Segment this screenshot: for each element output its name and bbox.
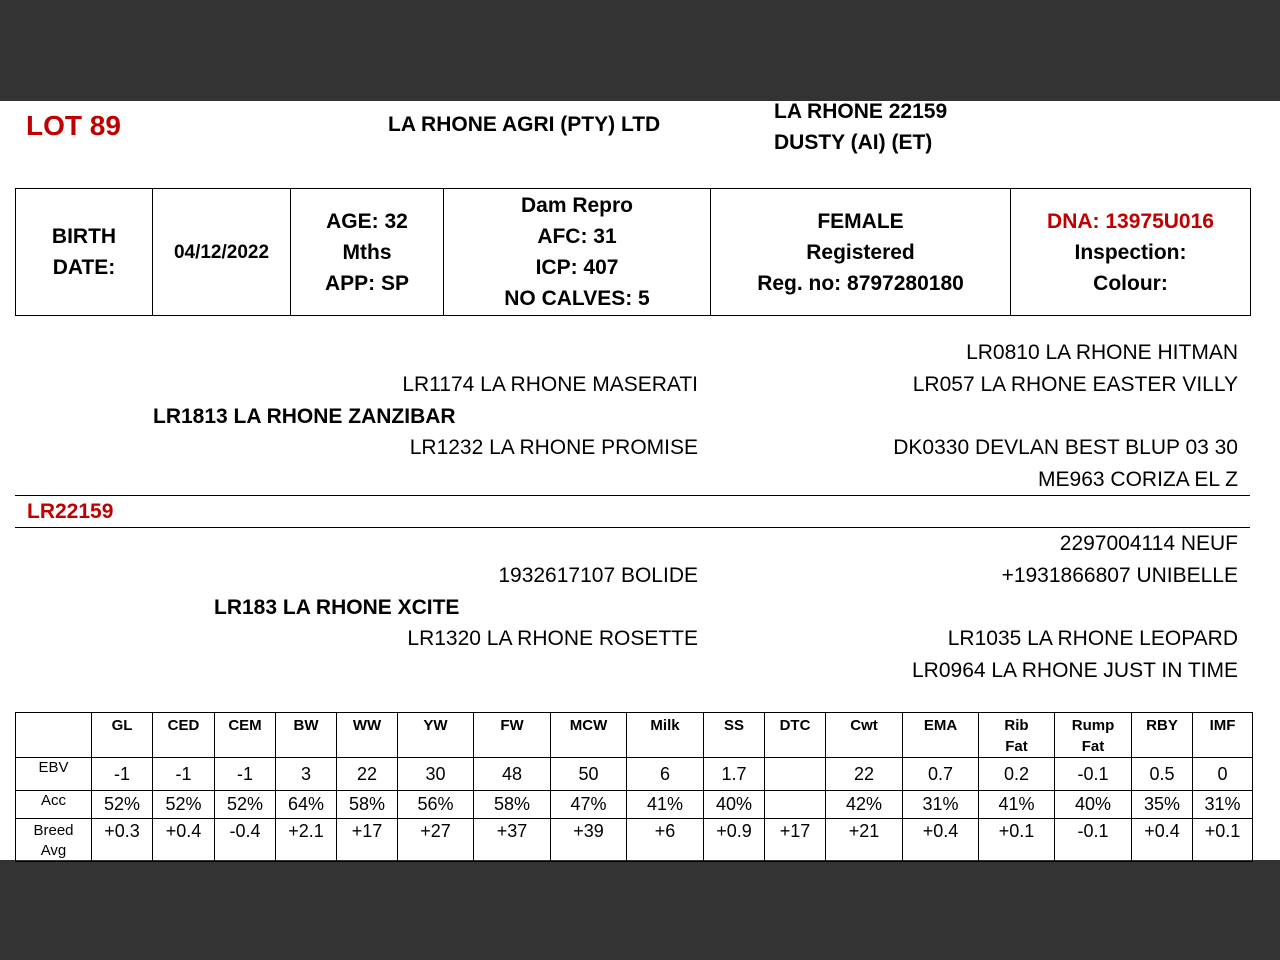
ebv-cell: 58% <box>337 791 398 819</box>
ebv-col-header: CED <box>153 713 215 758</box>
ebv-table <box>15 712 1253 862</box>
ebv-col-header: Cwt <box>826 713 903 758</box>
age-cell: AGE: 32 Mths APP: SP <box>291 189 444 316</box>
ebv-cell: 1.7 <box>704 758 765 791</box>
ebv-cell: 52% <box>92 791 153 819</box>
ebv-row <box>16 791 1253 819</box>
ebv-corner <box>16 713 92 758</box>
ebv-cell: 56% <box>398 791 474 819</box>
ebv-cell: 48 <box>474 758 551 791</box>
animal-name <box>774 96 947 158</box>
pedigree-sire: LR1813 LA RHONE ZANZIBAR <box>153 405 456 428</box>
ebv-col-header: Milk <box>627 713 704 758</box>
pedigree-sd-sire: DK0330 DEVLAN BEST BLUP 03 30 <box>893 436 1238 459</box>
ebv-cell: +0.3 <box>92 819 153 862</box>
ebv-cell: -0.4 <box>215 819 276 862</box>
info-table <box>15 188 1251 316</box>
ebv-cell <box>765 791 826 819</box>
ebv-col-header: EMA <box>903 713 979 758</box>
ebv-cell: +17 <box>765 819 826 862</box>
pedigree-dd-sire: LR1035 LA RHONE LEOPARD <box>947 627 1238 650</box>
ebv-col-header: BW <box>276 713 337 758</box>
dam-repro-cell: Dam Repro AFC: 31 ICP: 407 NO CALVES: 5 <box>444 189 711 316</box>
ebv-cell: 41% <box>979 791 1055 819</box>
pedigree-ds-sire: 2297004114 NEUF <box>1059 532 1238 555</box>
ebv-row <box>16 819 1253 862</box>
ebv-cell <box>765 758 826 791</box>
ebv-cell: -0.1 <box>1055 758 1132 791</box>
animal-id: LR22159 <box>27 500 114 523</box>
seller-name: LA RHONE AGRI (PTY) LTD <box>388 113 661 136</box>
ebv-cell: +6 <box>627 819 704 862</box>
ebv-cell: 0.2 <box>979 758 1055 791</box>
ebv-cell: 50 <box>551 758 627 791</box>
ebv-col-header: CEM <box>215 713 276 758</box>
ebv-cell: +27 <box>398 819 474 862</box>
ebv-cell: 22 <box>337 758 398 791</box>
ebv-cell: 31% <box>1193 791 1253 819</box>
ebv-cell: +21 <box>826 819 903 862</box>
ebv-cell: +0.9 <box>704 819 765 862</box>
ebv-cell: 0 <box>1193 758 1253 791</box>
ebv-cell: -0.1 <box>1055 819 1132 862</box>
ebv-col-header: GL <box>92 713 153 758</box>
ebv-row <box>16 758 1253 791</box>
pedigree-ds-dam: +1931866807 UNIBELLE <box>1001 564 1238 587</box>
pedigree-dam-dam: LR1320 LA RHONE ROSETTE <box>407 627 698 650</box>
ebv-col-header: IMF <box>1193 713 1253 758</box>
ebv-cell: +0.4 <box>903 819 979 862</box>
pedigree-ss-dam: LR057 LA RHONE EASTER VILLY <box>912 373 1238 396</box>
ebv-cell: 22 <box>826 758 903 791</box>
ebv-cell: 52% <box>153 791 215 819</box>
ebv-cell: -1 <box>215 758 276 791</box>
ebv-col-header: RBY <box>1132 713 1193 758</box>
ebv-col-header: SS <box>704 713 765 758</box>
ebv-cell: 30 <box>398 758 474 791</box>
sale-catalogue-sheet <box>0 101 1280 860</box>
pedigree-dam-sire: 1932617107 BOLIDE <box>498 564 698 587</box>
ebv-col-header: MCW <box>551 713 627 758</box>
pedigree-sire-dam: LR1232 LA RHONE PROMISE <box>409 436 698 459</box>
ebv-row-label: Breed Avg <box>16 819 92 862</box>
ebv-cell: 42% <box>826 791 903 819</box>
ebv-cell: 35% <box>1132 791 1193 819</box>
ebv-cell: +0.4 <box>153 819 215 862</box>
ebv-cell: +0.4 <box>1132 819 1193 862</box>
ebv-cell: +0.1 <box>1193 819 1253 862</box>
pedigree-sd-dam: ME963 CORIZA EL Z <box>1038 468 1238 491</box>
ebv-cell: +37 <box>474 819 551 862</box>
pedigree-dam: LR183 LA RHONE XCITE <box>214 596 460 619</box>
birth-date-label: BIRTH DATE: <box>16 189 153 316</box>
ebv-col-header: Rib Fat <box>979 713 1055 758</box>
ebv-cell: +2.1 <box>276 819 337 862</box>
ebv-cell: +39 <box>551 819 627 862</box>
ebv-cell: 40% <box>1055 791 1132 819</box>
pedigree-dd-dam: LR0964 LA RHONE JUST IN TIME <box>911 659 1238 682</box>
ebv-cell: -1 <box>92 758 153 791</box>
ebv-cell: 41% <box>627 791 704 819</box>
dna-cell: DNA: 13975U016 Inspection: Colour: <box>1011 189 1251 316</box>
ebv-cell: 58% <box>474 791 551 819</box>
ebv-col-header: Rump Fat <box>1055 713 1132 758</box>
ebv-cell: 0.5 <box>1132 758 1193 791</box>
animal-name-line2: DUSTY (AI) (ET) <box>774 131 933 154</box>
ebv-cell: 47% <box>551 791 627 819</box>
ebv-col-header: DTC <box>765 713 826 758</box>
registration-cell: FEMALE Registered Reg. no: 8797280180 <box>711 189 1011 316</box>
ebv-cell: 40% <box>704 791 765 819</box>
ebv-row-label: EBV <box>16 758 92 791</box>
ebv-cell: -1 <box>153 758 215 791</box>
animal-name-line1: LA RHONE 22159 <box>774 100 948 123</box>
birth-date-value: 04/12/2022 <box>153 189 291 316</box>
divider-top <box>15 495 1250 496</box>
pedigree-ss-sire: LR0810 LA RHONE HITMAN <box>966 341 1238 364</box>
ebv-col-header: WW <box>337 713 398 758</box>
lot-number: LOT 89 <box>26 110 121 141</box>
ebv-cell: +17 <box>337 819 398 862</box>
ebv-cell: 64% <box>276 791 337 819</box>
ebv-cell: 52% <box>215 791 276 819</box>
ebv-cell: 31% <box>903 791 979 819</box>
ebv-row-label: Acc <box>16 791 92 819</box>
dna-number: DNA: 13975U016 <box>1047 209 1214 233</box>
ebv-cell: 3 <box>276 758 337 791</box>
ebv-col-header: FW <box>474 713 551 758</box>
ebv-col-header: YW <box>398 713 474 758</box>
ebv-cell: 0.7 <box>903 758 979 791</box>
pedigree-sire-sire: LR1174 LA RHONE MASERATI <box>402 373 698 396</box>
ebv-cell: 6 <box>627 758 704 791</box>
ebv-cell: +0.1 <box>979 819 1055 862</box>
